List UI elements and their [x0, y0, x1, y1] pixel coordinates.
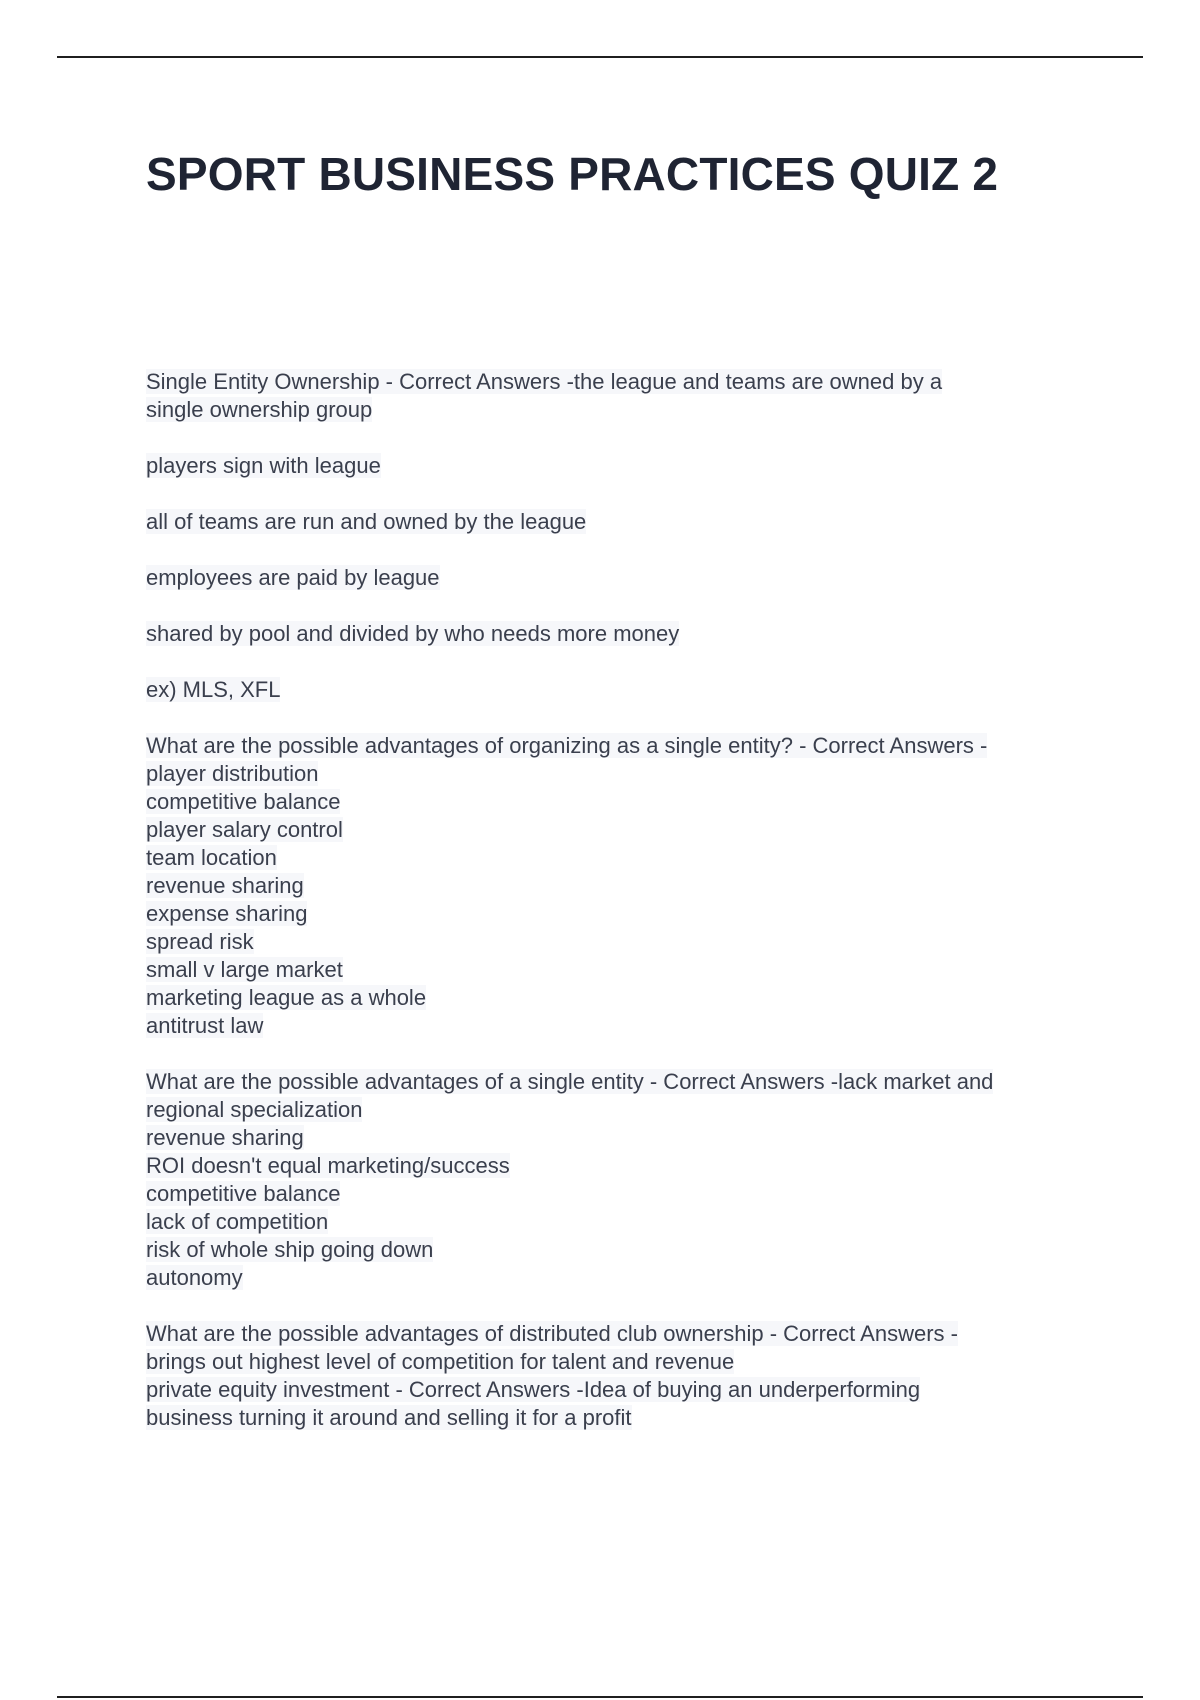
- qa-block-single-entity-advantages: [146, 732, 1086, 1040]
- text-line: What are the possible advantages of organizing as a single entity? - Correct Answers -: [146, 733, 988, 758]
- text-line: expense sharing: [146, 901, 308, 926]
- text-line: lack of competition: [146, 1209, 329, 1234]
- text-line: team location: [146, 845, 277, 870]
- text-line: competitive balance: [146, 1181, 341, 1206]
- text-line: shared by pool and divided by who needs more money: [146, 621, 680, 646]
- top-divider: [57, 56, 1143, 58]
- text-line: Single Entity Ownership - Correct Answers -the league and teams are owned by a: [146, 369, 943, 394]
- note-block: [146, 508, 1086, 536]
- text-line: revenue sharing: [146, 873, 304, 898]
- text-line: What are the possible advantages of distributed club ownership - Correct Answers -: [146, 1321, 958, 1346]
- text-line: spread risk: [146, 929, 254, 954]
- qa-block-single-entity-ownership: [146, 368, 1086, 424]
- text-line: business turning it around and selling it for a profit: [146, 1405, 632, 1430]
- text-line: risk of whole ship going down: [146, 1237, 434, 1262]
- text-line: player distribution: [146, 761, 319, 786]
- text-line: employees are paid by league: [146, 565, 440, 590]
- text-line: ROI doesn't equal marketing/success: [146, 1153, 510, 1178]
- qa-block-distributed-ownership: [146, 1320, 1086, 1432]
- text-line: all of teams are run and owned by the league: [146, 509, 587, 534]
- document-title: SPORT BUSINESS PRACTICES QUIZ 2: [146, 148, 999, 200]
- text-line: competitive balance: [146, 789, 341, 814]
- qa-block-single-entity-disadvantages: [146, 1068, 1086, 1292]
- text-line: revenue sharing: [146, 1125, 304, 1150]
- text-line: autonomy: [146, 1265, 243, 1290]
- bottom-divider: [57, 1696, 1143, 1698]
- text-line: player salary control: [146, 817, 343, 842]
- document-body: [146, 368, 1086, 1432]
- text-line: ex) MLS, XFL: [146, 677, 281, 702]
- text-line: private equity investment - Correct Answers -Idea of buying an underperforming: [146, 1377, 921, 1402]
- note-block: [146, 620, 1086, 648]
- text-line: What are the possible advantages of a single entity - Correct Answers -lack market and: [146, 1069, 994, 1094]
- text-line: marketing league as a whole: [146, 985, 427, 1010]
- text-line: small v large market: [146, 957, 343, 982]
- note-block: [146, 452, 1086, 480]
- text-line: players sign with league: [146, 453, 381, 478]
- text-line: single ownership group: [146, 397, 373, 422]
- text-line: regional specialization: [146, 1097, 363, 1122]
- text-line: brings out highest level of competition for talent and revenue: [146, 1349, 735, 1374]
- note-block: [146, 676, 1086, 704]
- text-line: antitrust law: [146, 1013, 264, 1038]
- note-block: [146, 564, 1086, 592]
